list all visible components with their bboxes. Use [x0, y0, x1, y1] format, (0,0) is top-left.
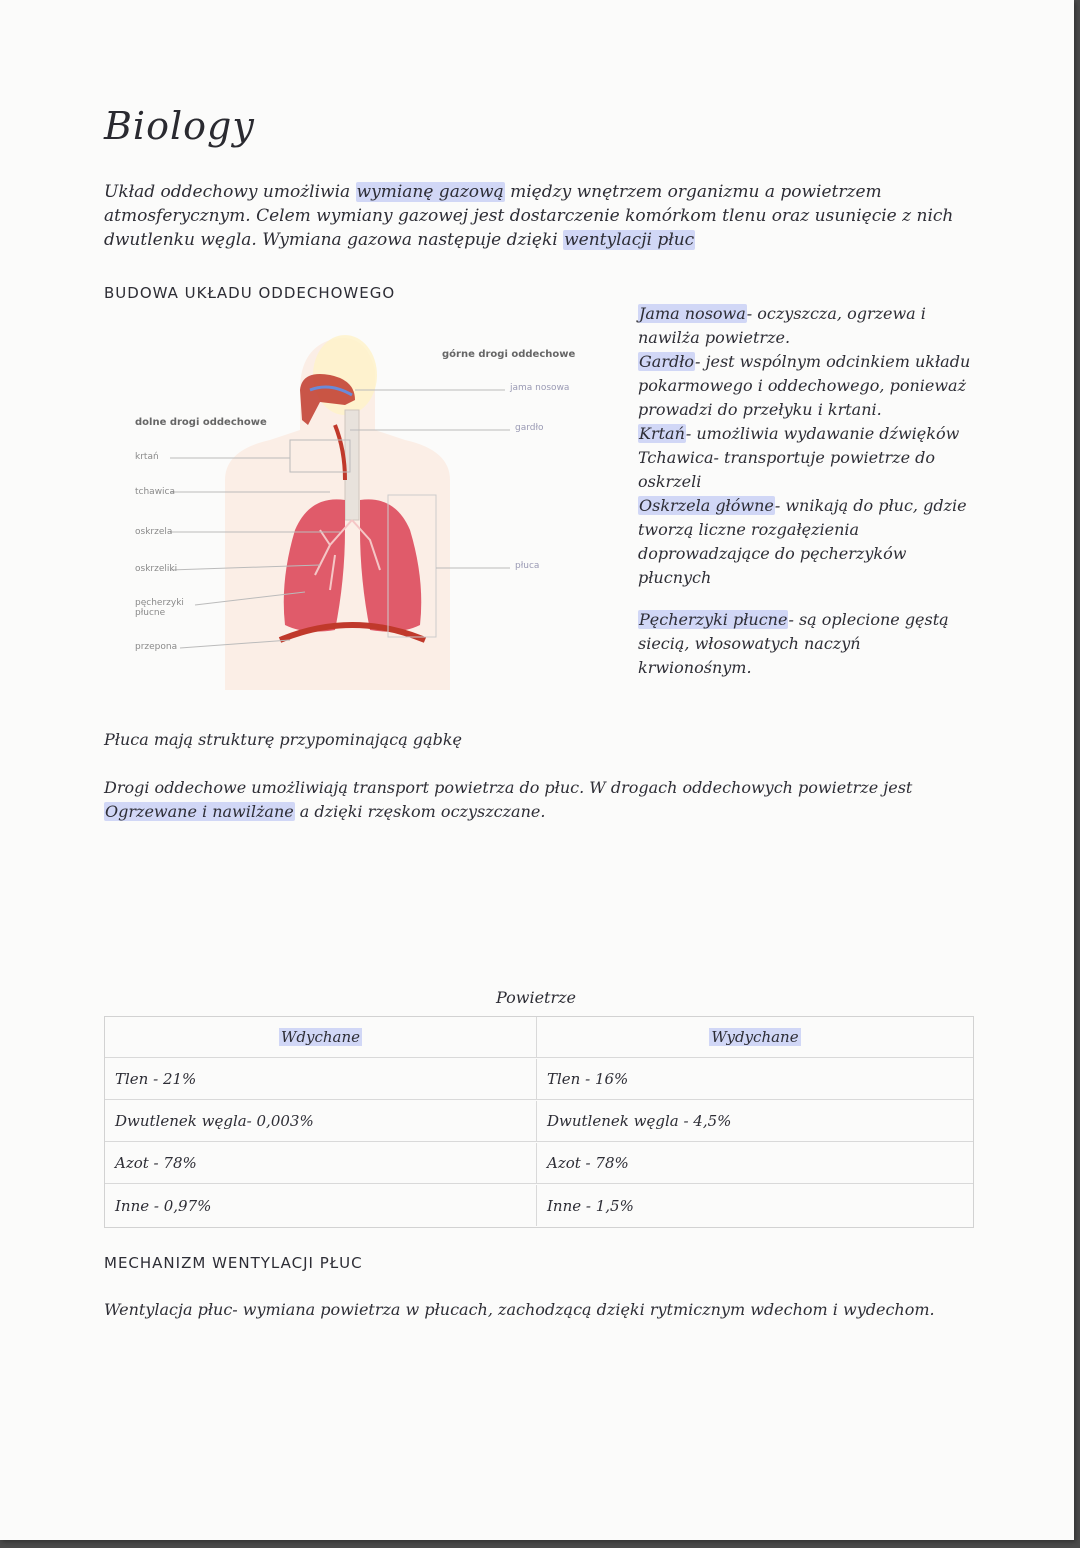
desc-larynx: - umożliwia wydawanie dźwięków [685, 424, 960, 443]
term-nasal-cavity: Jama nosowa [639, 304, 746, 323]
desc-trachea: - transportuje powietrze do oskrzeli [638, 448, 936, 491]
term-trachea: Tchawica [638, 448, 714, 467]
ventilation-definition: Wentylacja płuc- wymiana powietrza w płucach, zachodzącą dzięki rytmicznym wdechom i wydechom. [104, 1300, 935, 1319]
label-trachea: tchawica [135, 487, 176, 497]
cell-exhaled-nitrogen: Azot - 78% [547, 1154, 629, 1172]
highlight-gas-exchange: wymianę gazową [356, 182, 504, 202]
sponge-sentence: Płuca mają strukturę przypominającą gąbkę [104, 730, 463, 749]
label-alveoli: pęcherzyki płucne [135, 598, 184, 618]
note-nasal-cavity [638, 302, 978, 350]
page-title: Biology [104, 104, 255, 148]
desc-alveoli: - są oplecione gęstą siecią, włosowatych naczyń krwionośnym. [638, 610, 949, 677]
anatomy-notes [638, 302, 978, 680]
term-pharynx: Gardło [639, 352, 695, 371]
header-inhaled [105, 1017, 537, 1057]
note-larynx [638, 422, 978, 446]
desc-pharynx: - jest wspólnym odcinkiem układu pokarmowego i oddechowego, ponieważ prowadzi do przełyku i krtani. [638, 352, 971, 419]
note-alveoli [638, 608, 978, 680]
note-trachea [638, 446, 978, 494]
highlight-ventilation: wentylacji płuc [564, 230, 695, 250]
highlight-warmed-humidified: Ogrzewane i nawilżane [105, 802, 294, 821]
label-bronchi: oskrzela [135, 527, 173, 537]
cell-inhaled-oxygen: Tlen - 21% [105, 1059, 537, 1099]
note-pharynx [638, 350, 978, 422]
section-heading-structure: BUDOWA UKŁADU ODDECHOWEGO [104, 284, 396, 302]
airways-paragraph [104, 776, 984, 824]
cell-inhaled-nitrogen: Azot - 78% [105, 1143, 537, 1183]
header-inhaled-label: Wdychane [280, 1028, 361, 1046]
label-diaphragm: przepona [135, 642, 178, 652]
desc-nasal-cavity: - oczyszcza, ogrzewa i nawilża powietrze. [638, 304, 926, 347]
table-row [105, 1059, 973, 1100]
table-header-row [105, 1017, 973, 1058]
term-larynx: Krtań [639, 424, 685, 443]
label-bronchioles: oskrzeliki [135, 564, 178, 574]
header-exhaled [537, 1017, 973, 1057]
cell-inhaled-other: Inne - 0,97% [105, 1185, 537, 1226]
term-alveoli: Pęcherzyki płucne [639, 610, 788, 629]
airways-text-1: Drogi oddechowe umożliwiają transport powietrza do płuc. W drogach oddechowych powietrze jest [104, 778, 913, 797]
section-heading-mechanism: MECHANIZM WENTYLACJI PŁUC [104, 1254, 363, 1272]
label-pharynx: gardło [515, 423, 544, 433]
label-lower-airways: dolne drogi oddechowe [135, 417, 267, 428]
label-lungs: płuca [515, 561, 540, 571]
table-row [105, 1101, 973, 1142]
label-upper-airways: górne drogi oddechowe [442, 349, 576, 360]
table-title: Powietrze [496, 988, 577, 1007]
header-exhaled-label: Wydychane [711, 1028, 799, 1046]
respiratory-illustration [130, 330, 540, 690]
cell-exhaled-other: Inne - 1,5% [547, 1196, 634, 1215]
table-row [105, 1143, 973, 1184]
airways-text-2: a dzięki rzęskom oczyszczane. [294, 802, 546, 821]
cell-exhaled-oxygen: Tlen - 16% [547, 1070, 629, 1088]
respiratory-diagram [130, 330, 576, 690]
intro-text-1: Układ oddechowy umożliwia [104, 182, 356, 202]
cell-exhaled-co2: Dwutlenek węgla - 4,5% [547, 1112, 732, 1130]
table-row [105, 1185, 973, 1226]
note-main-bronchi [638, 494, 978, 590]
label-larynx: krtań [135, 452, 159, 462]
cell-inhaled-co2: Dwutlenek węgla- 0,003% [105, 1101, 537, 1141]
air-composition-table [104, 1016, 974, 1228]
intro-paragraph [104, 180, 984, 252]
term-main-bronchi: Oskrzela główne [639, 496, 774, 515]
desc-main-bronchi: - wnikają do płuc, gdzie tworzą liczne rozgałęzienia doprowadzające do pęcherzyków płucnych [638, 496, 967, 587]
intro-text-2: między wnętrzem organizmu a powietrzem atmosferycznym. Celem wymiany gazowej jest dostarczenie komórkom tlenu oraz usunięcie z nich dwutlenku węgla. Wymiana gazowa następuje dzięki [104, 182, 954, 250]
label-nasal-cavity: jama nosowa [510, 383, 570, 393]
